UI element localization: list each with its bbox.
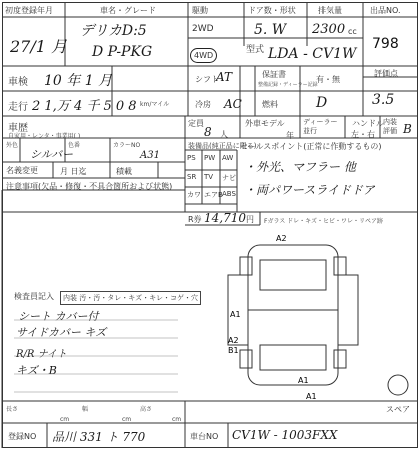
color-no-label: カラーNO — [113, 142, 141, 149]
type-label: 型式 — [246, 45, 265, 55]
windshield-outline — [260, 260, 326, 290]
length-label: 長さ — [6, 406, 19, 413]
shift-value: AT — [216, 70, 233, 84]
equipment-header: 装備品(純正品に限る) — [188, 142, 257, 150]
mileage-unit: km/マイル — [140, 101, 170, 108]
inspector-note-2: サイドカバー キズ — [16, 326, 107, 339]
rear-left-wheel — [240, 350, 252, 368]
shaken-value: 10 年 1 月 — [44, 73, 113, 89]
notes-label: 注意事項(欠品・修復・不具合箇所および状態) — [6, 182, 173, 191]
name-change-label: 名義変更 — [6, 166, 38, 175]
sales-point-2: ・両パワースライドドア — [244, 183, 375, 197]
glass-note: Fガラス ドレ・キズ・ヒビ・ワレ・リペア跡 — [264, 218, 383, 225]
drive-circled: 4WD — [190, 48, 217, 63]
listing-no-value: 798 — [372, 36, 399, 52]
score-value: 3.5 — [372, 92, 395, 108]
interior-value: B — [403, 122, 412, 136]
displacement-unit: cc — [348, 27, 357, 36]
color-no-value: A31 — [140, 150, 160, 161]
plate-label: 積載 — [116, 167, 132, 176]
drive-label: 駆動 — [192, 6, 208, 15]
inspector-label: 検査員記入 — [14, 292, 54, 301]
chassis-value: CV1W - 1003FXX — [232, 428, 338, 442]
model-label: 車名・グレード — [100, 6, 156, 15]
history-label: 車歴 — [8, 123, 28, 134]
first-reg-value: 27/1 月 — [10, 37, 68, 56]
chassis-label: 車台NO — [190, 432, 219, 441]
sales-points-header: セールスポイント(正常に作動するもの) — [240, 142, 382, 151]
displacement-label: 排気量 — [318, 6, 342, 15]
height-label: 高さ — [140, 406, 153, 413]
diagram-label-a1-bottom: A1 — [306, 392, 317, 401]
handle-value: 左・右 — [351, 130, 375, 139]
drive-value: 2WD — [192, 24, 214, 34]
sales-point-1: ・外光、マフラー 他 — [244, 160, 356, 174]
equipment-item: TV — [204, 173, 214, 181]
import-unit: 年 — [286, 131, 294, 140]
color-code-label: 色番 — [68, 142, 81, 149]
warranty-sub: 整備記録・ディーラー記録 — [258, 82, 318, 88]
shaken-label: 車検 — [8, 77, 28, 88]
height-unit: cm — [172, 416, 182, 423]
car-diagram — [188, 225, 418, 405]
dealer-label: ディーラー並行 — [303, 118, 338, 135]
first-reg-label: 初度登録年月 — [5, 6, 53, 15]
inspector-note-1: シート カバー付 — [18, 310, 99, 323]
score-label: 評価点 — [374, 69, 398, 78]
shift-label: シフト — [195, 75, 219, 84]
outer-color-label: 外色 — [6, 142, 19, 149]
equipment-item: PW — [204, 154, 216, 162]
r-value: 14,710 — [204, 211, 246, 225]
diagram-label-a1-left: A1 — [230, 310, 241, 319]
grade-value: D P-PKG — [92, 44, 153, 60]
diagram-label-a2-top: A2 — [276, 234, 287, 243]
equipment-item: カワ — [187, 191, 201, 199]
reg-no-value: 品川 331 ト 770 — [52, 430, 146, 444]
doors-label: ドア数・形状 — [248, 6, 296, 15]
model-value: デリカD:5 — [80, 23, 147, 39]
capacity-value: 8 — [204, 125, 212, 139]
deadline: 月 日迄 — [60, 167, 87, 176]
rear-window-outline — [260, 345, 326, 370]
car-body-outline — [248, 245, 338, 385]
diagram-label-a1-rear: A1 — [298, 376, 309, 385]
equipment-item: AW — [222, 154, 234, 162]
width-unit: cm — [122, 416, 132, 423]
ac-label: 冷房 — [195, 100, 211, 109]
spare-label: スペア — [386, 405, 410, 414]
equipment-item: ナビ — [222, 174, 236, 182]
import-label: 外車モデル — [245, 119, 285, 128]
interior-label: 内装評価 — [383, 118, 397, 135]
fuel-value: D — [316, 95, 328, 111]
fuel-label: 燃料 — [262, 100, 278, 109]
equipment-item: PS — [187, 154, 196, 162]
history-sub: 自家用・レンタ・事業用( ) — [8, 133, 81, 140]
outer-color-value: シルバー — [30, 148, 73, 161]
warranty-label: 保証書 — [262, 70, 286, 79]
front-left-wheel — [240, 257, 252, 275]
displacement-value: 2300 — [312, 22, 346, 37]
r-label: R券 — [188, 215, 202, 224]
doors-value: 5. W — [254, 22, 287, 38]
inspector-underlines — [0, 300, 185, 400]
right-side-outline — [338, 275, 358, 345]
diagram-label-b1-left: B1 — [228, 346, 239, 355]
ac-value: AC — [224, 97, 242, 111]
inspector-options: 内装 汚・汚・タレ・キズ・キレ・コゲ・穴 — [60, 291, 201, 305]
front-right-wheel — [334, 257, 346, 275]
type-value: LDA - CV1W — [268, 46, 357, 62]
inspector-note-4: キズ・B — [16, 364, 57, 377]
listing-no-label: 出品NO. — [370, 6, 401, 15]
spare-tire-circle — [388, 375, 408, 395]
equipment-item: SR — [187, 173, 197, 181]
equipment-item: ABS — [222, 190, 236, 198]
width-label: 幅 — [82, 406, 89, 413]
rear-right-wheel — [334, 350, 346, 368]
r-unit: 円 — [246, 215, 254, 224]
reg-no-label: 登録NO — [8, 432, 37, 441]
diagram-label-a2-left: A2 — [228, 336, 239, 345]
capacity-label: 定員 — [188, 119, 204, 128]
mileage-value: 2 1,万 4 千 5 0 8 — [32, 99, 137, 114]
handle-label: ハンドル — [352, 119, 384, 128]
equipment-item: エアB — [204, 191, 223, 199]
inspector-note-3: R/R ナイト — [16, 349, 67, 360]
mileage-label: 走行 — [8, 102, 28, 113]
length-unit: cm — [60, 416, 70, 423]
capacity-unit: 人 — [220, 130, 228, 139]
warranty-value: 有・無 — [316, 75, 340, 84]
